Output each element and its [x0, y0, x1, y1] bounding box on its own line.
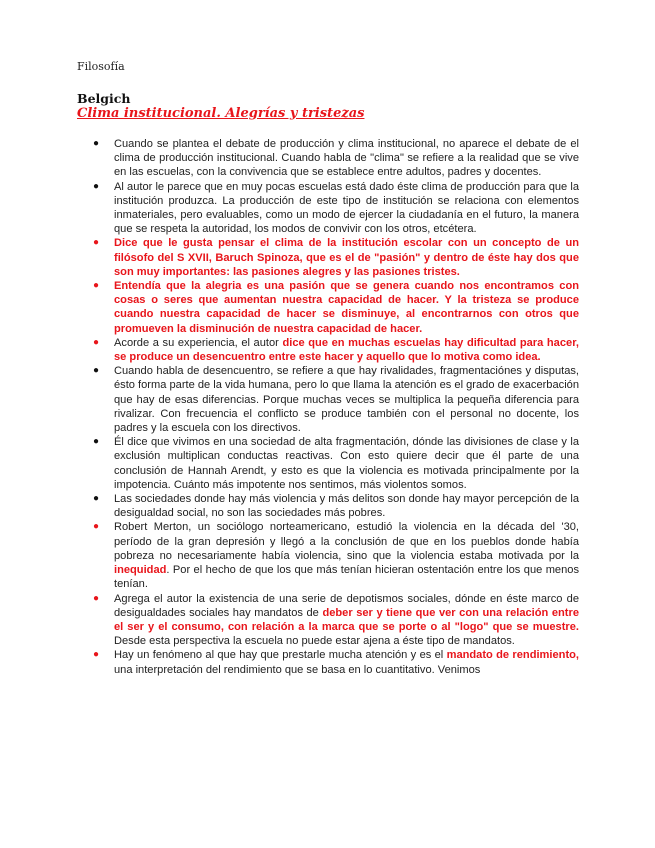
list-item: [93, 435, 579, 492]
list-item: [93, 364, 579, 435]
bullet-list: [93, 137, 579, 677]
page-header: Filosofía: [77, 60, 125, 73]
body-text: Él dice que vivimos en una sociedad de alta fragmentación, dónde las divisiones de clase y la exclusión multiplican conductas reactivas. Con esto quiere decir que él parte de una conclusión de Hannah Arendt, y esto es que la violencia es motivada principalmente por la impotencia. Cuánto más impotente nos sentimos, más violentos somos.: [114, 436, 579, 491]
highlighted-text: inequidad: [114, 564, 167, 577]
bullet-dot-icon: ●: [93, 649, 100, 661]
bullet-dot-icon: ●: [93, 521, 100, 533]
bullet-dot-icon: ●: [93, 592, 100, 604]
list-item: [93, 520, 579, 591]
body-text: Agrega el autor la existencia de una serie de depotismos sociales, dónde en éste marco de desigualdades sociales hay mandatos de: [114, 592, 579, 619]
body-text: Hay un fenómeno al que hay que prestarle mucha atención y es el: [114, 649, 447, 662]
author-name: Belgich: [77, 91, 131, 106]
body-text: Acorde a su experiencia, el autor: [114, 336, 283, 349]
document-title: Clima institucional. Alegrías y tristezas: [77, 106, 365, 121]
list-item: [93, 180, 579, 237]
body-text: Al autor le parece que en muy pocas escuelas está dado éste clima de producción para que la institución produzca. La producción de este tipo de institución se relaciona con elementos inmateriales, pero evaluables, como un modo de ejercer la ciudadanía en el futuro, la manera que se respeta la autoridad, los modos de convivir con los otros, etcétera.: [114, 180, 579, 236]
bullet-dot-icon: ●: [93, 365, 100, 377]
highlighted-text: Dice que le gusta pensar el clima de la institución escolar con un concepto de un filósofo del S XVII, Baruch Spinoza, que es el de "pasión" y dentro de éste hay dos que son muy importantes: las pasiones alegres y las pasiones tristes.: [114, 237, 579, 278]
highlighted-text: Entendía que la alegria es una pasión que se genera cuando nos encontramos con cosas o seres que aumentan nuestra capacidad de hacer. Y la tristeza se produce cuando nuestra capacidad de hacer se disminuye, al encontrarnos con otros que promueven la disminución de nuestra capacidad de hacer.: [114, 280, 579, 335]
body-text: Cuando habla de desencuentro, se refiere a que hay rivalidades, fragmentaciónes y disputas, ésto forma parte de la vida humana, pero lo que llama la atención es el grado de exacerbación que hay de esas diferencias. Porque muchas veces se multiplica la pequeña diferencia para rivalizar. Con frecuencia el conflicto se produce también con el personal no docente, los padres y la escuela con los directivos.: [114, 365, 579, 435]
body-text: . Por el hecho de que los que más tenían hicieran ostentación entre los que menos tenían.: [114, 564, 579, 591]
list-item: [93, 279, 579, 336]
body-text: una interpretación del rendimiento que se basa en lo cuantitativo. Venimos: [114, 663, 481, 676]
list-item: [93, 492, 579, 520]
list-item: [93, 236, 579, 279]
bullet-dot-icon: ●: [93, 280, 100, 292]
list-item: [93, 336, 579, 364]
body-text: Robert Merton, un sociólogo norteamericano, estudió la violencia en la década del '30, período de la gran depresión y llegó a la conclusión de que en los pueblos donde había pobreza no necesariamente había violencia, sino que la violencia estaba motivada por la: [114, 521, 579, 562]
highlighted-text: deber ser y tiene que ver con una relación entre el ser y el consumo, con relación a la marca que se porte o al "logo" que se muestre.: [114, 606, 579, 633]
highlighted-text: dice que en muchas escuelas hay dificultad para hacer, se produce un desencuentro entre este hacer y aquello que lo motiva como idea.: [114, 336, 579, 364]
bullet-dot-icon: ●: [93, 237, 100, 249]
highlighted-text: mandato de rendimiento,: [446, 649, 580, 662]
bullet-dot-icon: ●: [93, 336, 100, 348]
bullet-dot-icon: ●: [93, 180, 100, 192]
body-text: Desde esta perspectiva la escuela no puede estar ajena a éste tipo de mandatos.: [114, 635, 515, 648]
bullet-dot-icon: ●: [93, 138, 100, 149]
bullet-dot-icon: ●: [93, 493, 100, 505]
list-item: [93, 648, 579, 676]
list-item: [93, 137, 579, 180]
body-text: Cuando se plantea el debate de producción y clima institucional, no aparece el debate de el clima de producción institucional. Cuando habla de "clima" se refiere a la realidad que se vive en las escuelas, con la convivencia que se establece entre adultos, padres y docentes.: [114, 138, 579, 179]
bullet-dot-icon: ●: [93, 436, 100, 448]
body-text: Las sociedades donde hay más violencia y más delitos son donde hay mayor percepción de la desigualdad social, no son las sociedades más pobres.: [114, 493, 579, 520]
list-item: [93, 592, 579, 649]
